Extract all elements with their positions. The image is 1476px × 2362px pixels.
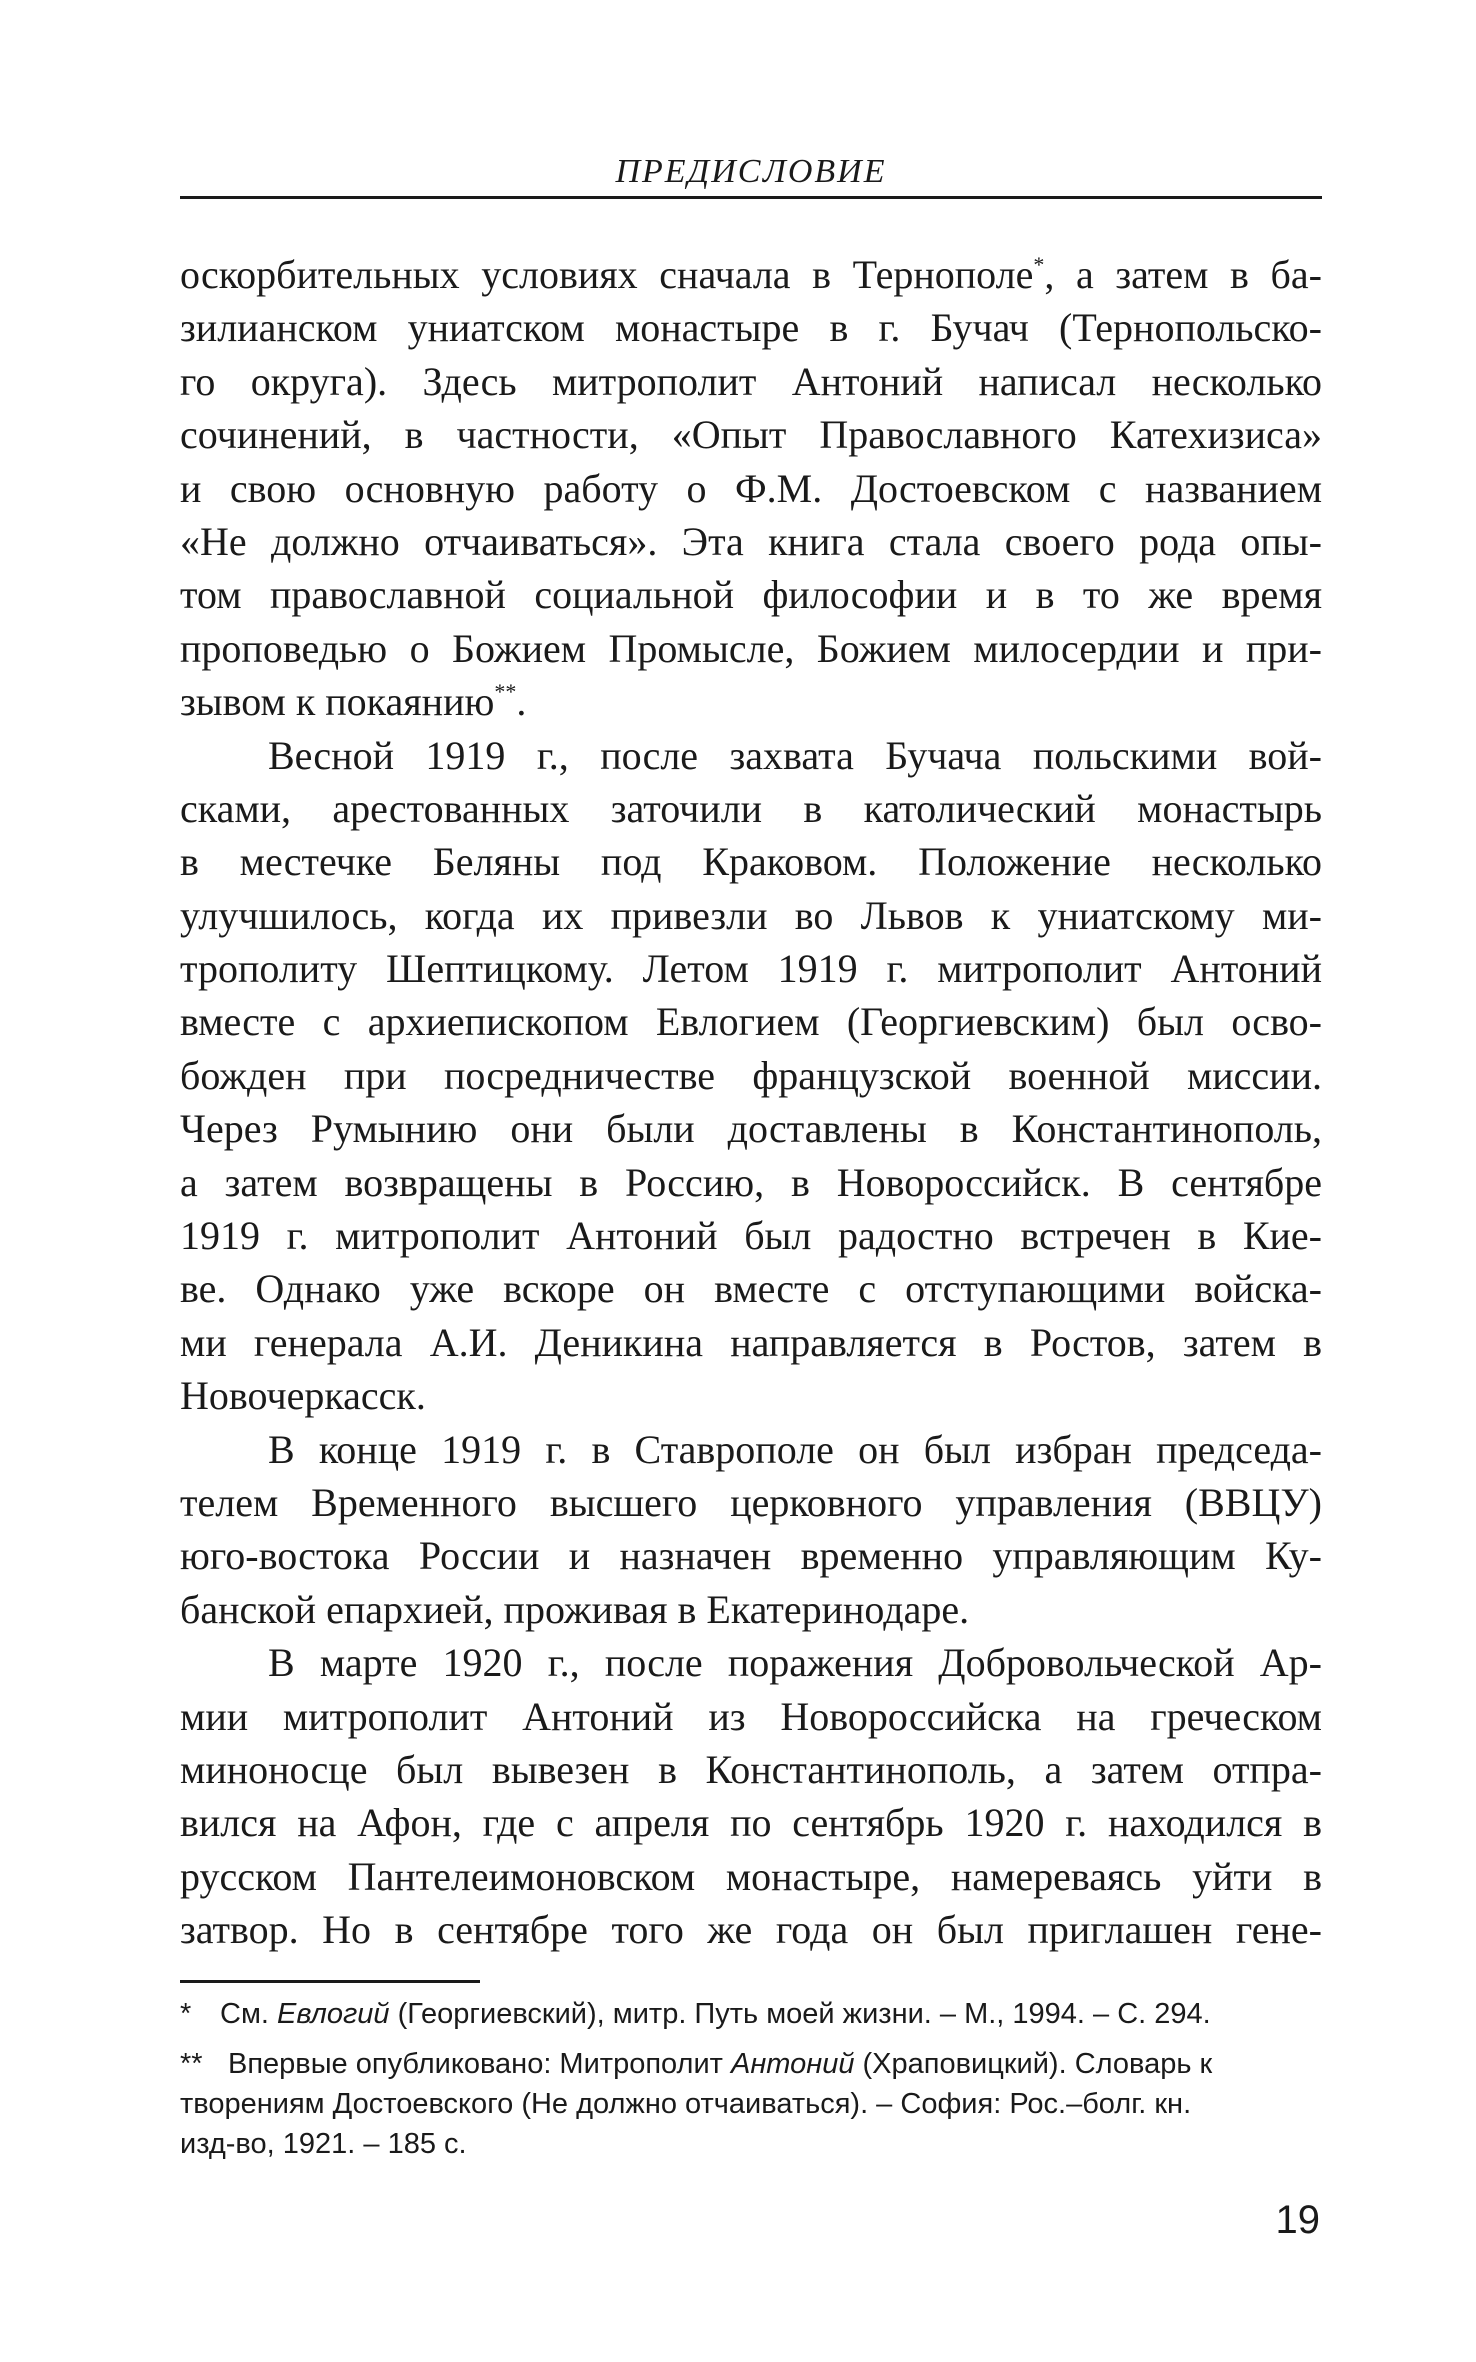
footnote-ref-2: ** — [494, 679, 517, 705]
text-line: в местечке Беляны под Краковом. Положение несколько — [180, 839, 1322, 885]
footnote-2: ** Впервые опубликовано: Митрополит Антоний (Храповицкий). Словарь к творениям Достоевского (Не должно отчаиваться). – София: Рос.–болг. кн. изд-во, 1921. – 185 с. — [180, 2044, 1322, 2164]
running-header: ПРЕДИСЛОВИЕ — [615, 153, 887, 190]
text-line: Новочеркасск. — [180, 1373, 426, 1419]
text-line: оскорбительных условиях сначала в Тернополе*, а затем в ба- — [180, 252, 1322, 297]
text-line: затвор. Но в сентябре того же года он был приглашен гене- — [180, 1907, 1322, 1953]
body-text — [180, 248, 1322, 1957]
text-line: Через Румынию они были доставлены в Константинополь, — [180, 1106, 1322, 1152]
footnote-line: изд-во, 1921. – 185 с. — [180, 2128, 467, 2160]
footnote-line: творениям Достоевского (Не должно отчаиваться). – София: Рос.–болг. кн. — [180, 2088, 1192, 2120]
text-line: го округа). Здесь митрополит Антоний написал несколько — [180, 358, 1322, 404]
footnote-separator — [180, 1980, 480, 1983]
text-line: проповедью о Божием Промысле, Божием милосердии и при- — [180, 625, 1322, 671]
text-line: русском Пантелеимоновском монастыре, намереваясь уйти в — [180, 1853, 1322, 1899]
text-line: трополиту Шептицкому. Летом 1919 г. митрополит Антоний — [180, 946, 1322, 992]
text-line: Весной 1919 г., после захвата Бучача польскими вой- — [268, 732, 1322, 778]
text-line: В конце 1919 г. в Ставрополе он был избран председа- — [268, 1426, 1322, 1472]
paragraph-2 — [180, 729, 1322, 1423]
footnotes — [180, 1994, 1322, 2174]
text-line: зилианском униатском монастыре в г. Бучач (Тернопольско- — [180, 305, 1322, 351]
text-line: вместе с архиепископом Евлогием (Георгиевским) был осво- — [180, 999, 1322, 1045]
paragraph-4 — [180, 1636, 1322, 1956]
text-line: юго-востока России и назначен временно управляющим Ку- — [180, 1533, 1322, 1579]
text-line: зывом к покаянию**. — [180, 679, 527, 725]
text-line: «Не должно отчаиваться». Эта книга стала своего рода опы- — [180, 518, 1322, 564]
text-line: мии митрополит Антоний из Новороссийска на греческом — [180, 1693, 1322, 1739]
text-line: сочинений, в частности, «Опыт Православного Катехизиса» — [180, 412, 1322, 458]
text-line: божден при посредничестве французской военной миссии. — [180, 1052, 1322, 1098]
header-rule — [180, 196, 1322, 199]
text-line: В марте 1920 г., после поражения Добровольческой Ар- — [268, 1640, 1322, 1686]
text-line: миноносце был вывезен в Константинополь, а затем отпра- — [180, 1746, 1322, 1792]
text-line: том православной социальной философии и в то же время — [180, 572, 1322, 618]
text-line: а затем возвращены в Россию, в Новороссийск. В сентябре — [180, 1159, 1322, 1205]
footnote-mark: ** — [180, 2048, 203, 2080]
text-line: банской епархией, проживая в Екатеринодаре. — [180, 1586, 970, 1632]
text-line: 1919 г. митрополит Антоний был радостно встречен в Кие- — [180, 1213, 1322, 1259]
footnote-1: * См. Евлогий (Георгиевский), митр. Путь моей жизни. – М., 1994. – С. 294. — [180, 1994, 1322, 2034]
paragraph-1 — [180, 248, 1322, 729]
footnote-author: Антоний — [730, 2048, 855, 2080]
text-line: улучшилось, когда их привезли во Львов к униатскому ми- — [180, 892, 1322, 938]
text-line: ми генерала А.И. Деникина направляется в Ростов, затем в — [180, 1319, 1322, 1365]
footnote-author: Евлогий — [277, 1998, 390, 2030]
paragraph-3 — [180, 1423, 1322, 1637]
text-line: ве. Однако уже вскоре он вместе с отступающими войска- — [180, 1266, 1322, 1312]
text-line: вился на Афон, где с апреля по сентябрь 1920 г. находился в — [180, 1800, 1322, 1846]
footnote-mark: * — [180, 1998, 192, 2030]
text-line: телем Временного высшего церковного управления (ВВЦУ) — [180, 1479, 1322, 1525]
footnote-ref-1: * — [1033, 252, 1045, 277]
text-line: сками, арестованных заточили в католический монастырь — [180, 785, 1322, 831]
text-line: и свою основную работу о Ф.М. Достоевском с названием — [180, 465, 1322, 511]
page-number: 19 — [1275, 2198, 1320, 2242]
